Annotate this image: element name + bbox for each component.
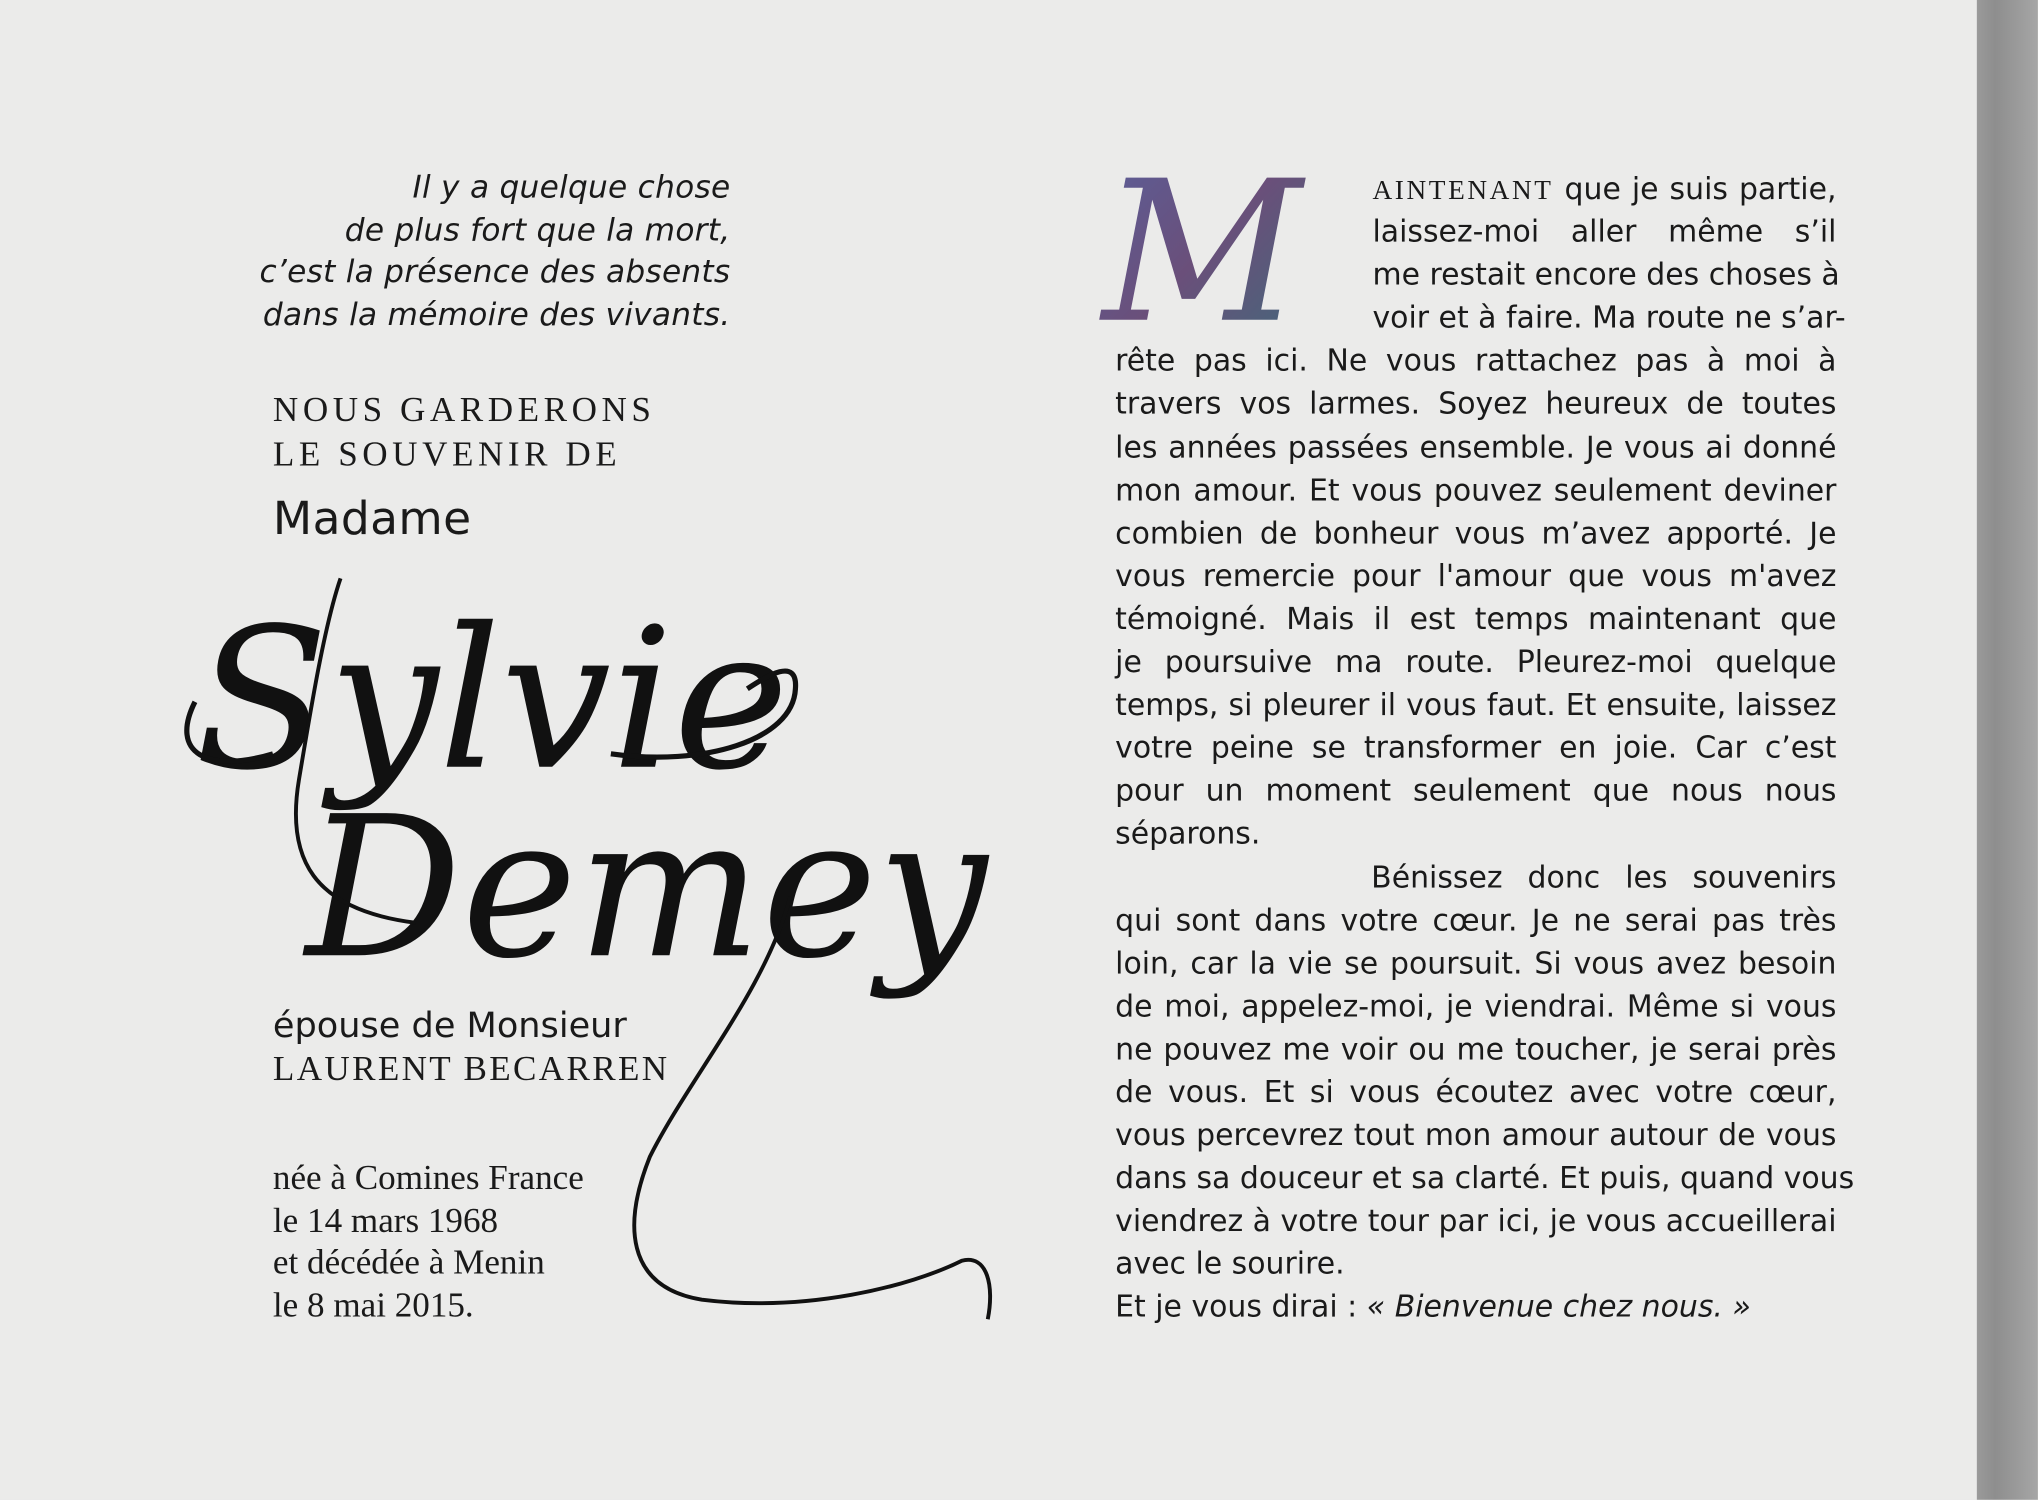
text-line: laissez-moi aller même s’il: [1372, 215, 1837, 250]
death-date: le 8 mai 2015.: [272, 1284, 474, 1324]
life-dates: [273, 1157, 584, 1326]
text-line: travers vos larmes. Soyez heureux de toutes: [1115, 387, 1837, 422]
text-line: de vous. Et si vous écoutez avec votre cœur,: [1115, 1076, 1837, 1110]
spouse-block: [273, 1005, 669, 1091]
closing-prefix: Et je vous dirai :: [1115, 1291, 1367, 1325]
text-line: votre peine se transformer en joie. Car c’est: [1115, 732, 1837, 766]
text-line: temps, si pleurer il vous faut. Et ensuite, laissez: [1115, 689, 1837, 723]
quote-line: dans la mémoire des vivants.: [262, 295, 731, 333]
remembrance-line-1: NOUS GARDERONS: [272, 389, 656, 429]
closing-line: [1115, 1287, 1836, 1330]
text-line: je poursuive ma route. Pleurez-moi quelque: [1115, 645, 1837, 680]
last-name: Demey: [305, 774, 988, 1002]
quote-line: c’est la présence des absents: [259, 253, 731, 290]
text-line: de moi, appelez-moi, je viendrai. Même si vous: [1115, 990, 1837, 1024]
drop-cap-letter: M: [1102, 166, 1302, 349]
closing-quote: « Bienvenue chez nous. »: [1366, 1291, 1751, 1325]
text-line: loin, car la vie se poursuit. Si vous avez besoin: [1115, 947, 1837, 981]
text-line: voir et à faire. Ma route ne s’ar-: [1372, 301, 1846, 336]
text-line: ne pouvez me voir ou me toucher, je serai près: [1115, 1033, 1837, 1067]
text-line: combien de bonheur vous m’avez apporté. Je: [1115, 516, 1837, 551]
text-line: AINTENANT que je suis partie,: [1372, 172, 1837, 207]
spouse-name: LAURENT BECARREN: [272, 1048, 670, 1088]
birth-date: le 14 mars 1968: [272, 1200, 499, 1240]
text-line: les années passées ensemble. Je vous ai donné: [1115, 430, 1837, 465]
quote-line: Il y a quelque chose: [412, 168, 731, 206]
quote-line: de plus fort que la mort,: [344, 211, 731, 248]
text-line: Bénissez donc les souvenirs: [1371, 861, 1837, 895]
birth-place: née à Comines France: [272, 1158, 584, 1198]
text-line: pour un moment seulement que nous nous: [1115, 775, 1837, 809]
spouse-prefix: épouse de Monsieur: [272, 1005, 627, 1047]
farewell-text: [1115, 169, 1855, 1330]
text-line: avec le sourire.: [1115, 1248, 1345, 1282]
text-line: témoigné. Mais il est temps maintenant que: [1115, 602, 1837, 637]
text-line: mon amour. Et vous pouvez seulement deviner: [1115, 473, 1837, 508]
text-line: vous remercie pour l'amour que vous m'avez: [1115, 559, 1837, 594]
remembrance-line-2: LE SOUVENIR DE: [272, 434, 622, 474]
text-line: vous percevrez tout mon amour autour de vous: [1115, 1119, 1837, 1153]
honorific: Madame: [272, 493, 472, 546]
lead-word: AINTENANT: [1372, 174, 1554, 206]
first-name: Sylvie: [194, 585, 789, 813]
scan-edge-shadow: [1977, 0, 2038, 1500]
text-line: séparons.: [1115, 818, 1261, 852]
death-place: et décédée à Menin: [272, 1242, 545, 1282]
text-line: rête pas ici. Ne vous rattachez pas à moi à: [1115, 344, 1837, 379]
text-line: dans sa douceur et sa clarté. Et puis, quand vous: [1115, 1162, 1855, 1196]
text-line: viendrez à votre tour par ici, je vous accueillerai: [1115, 1205, 1837, 1239]
text-line: me restait encore des choses à: [1372, 258, 1840, 293]
text-line: qui sont dans votre cœur. Je ne serai pas très: [1115, 904, 1837, 938]
